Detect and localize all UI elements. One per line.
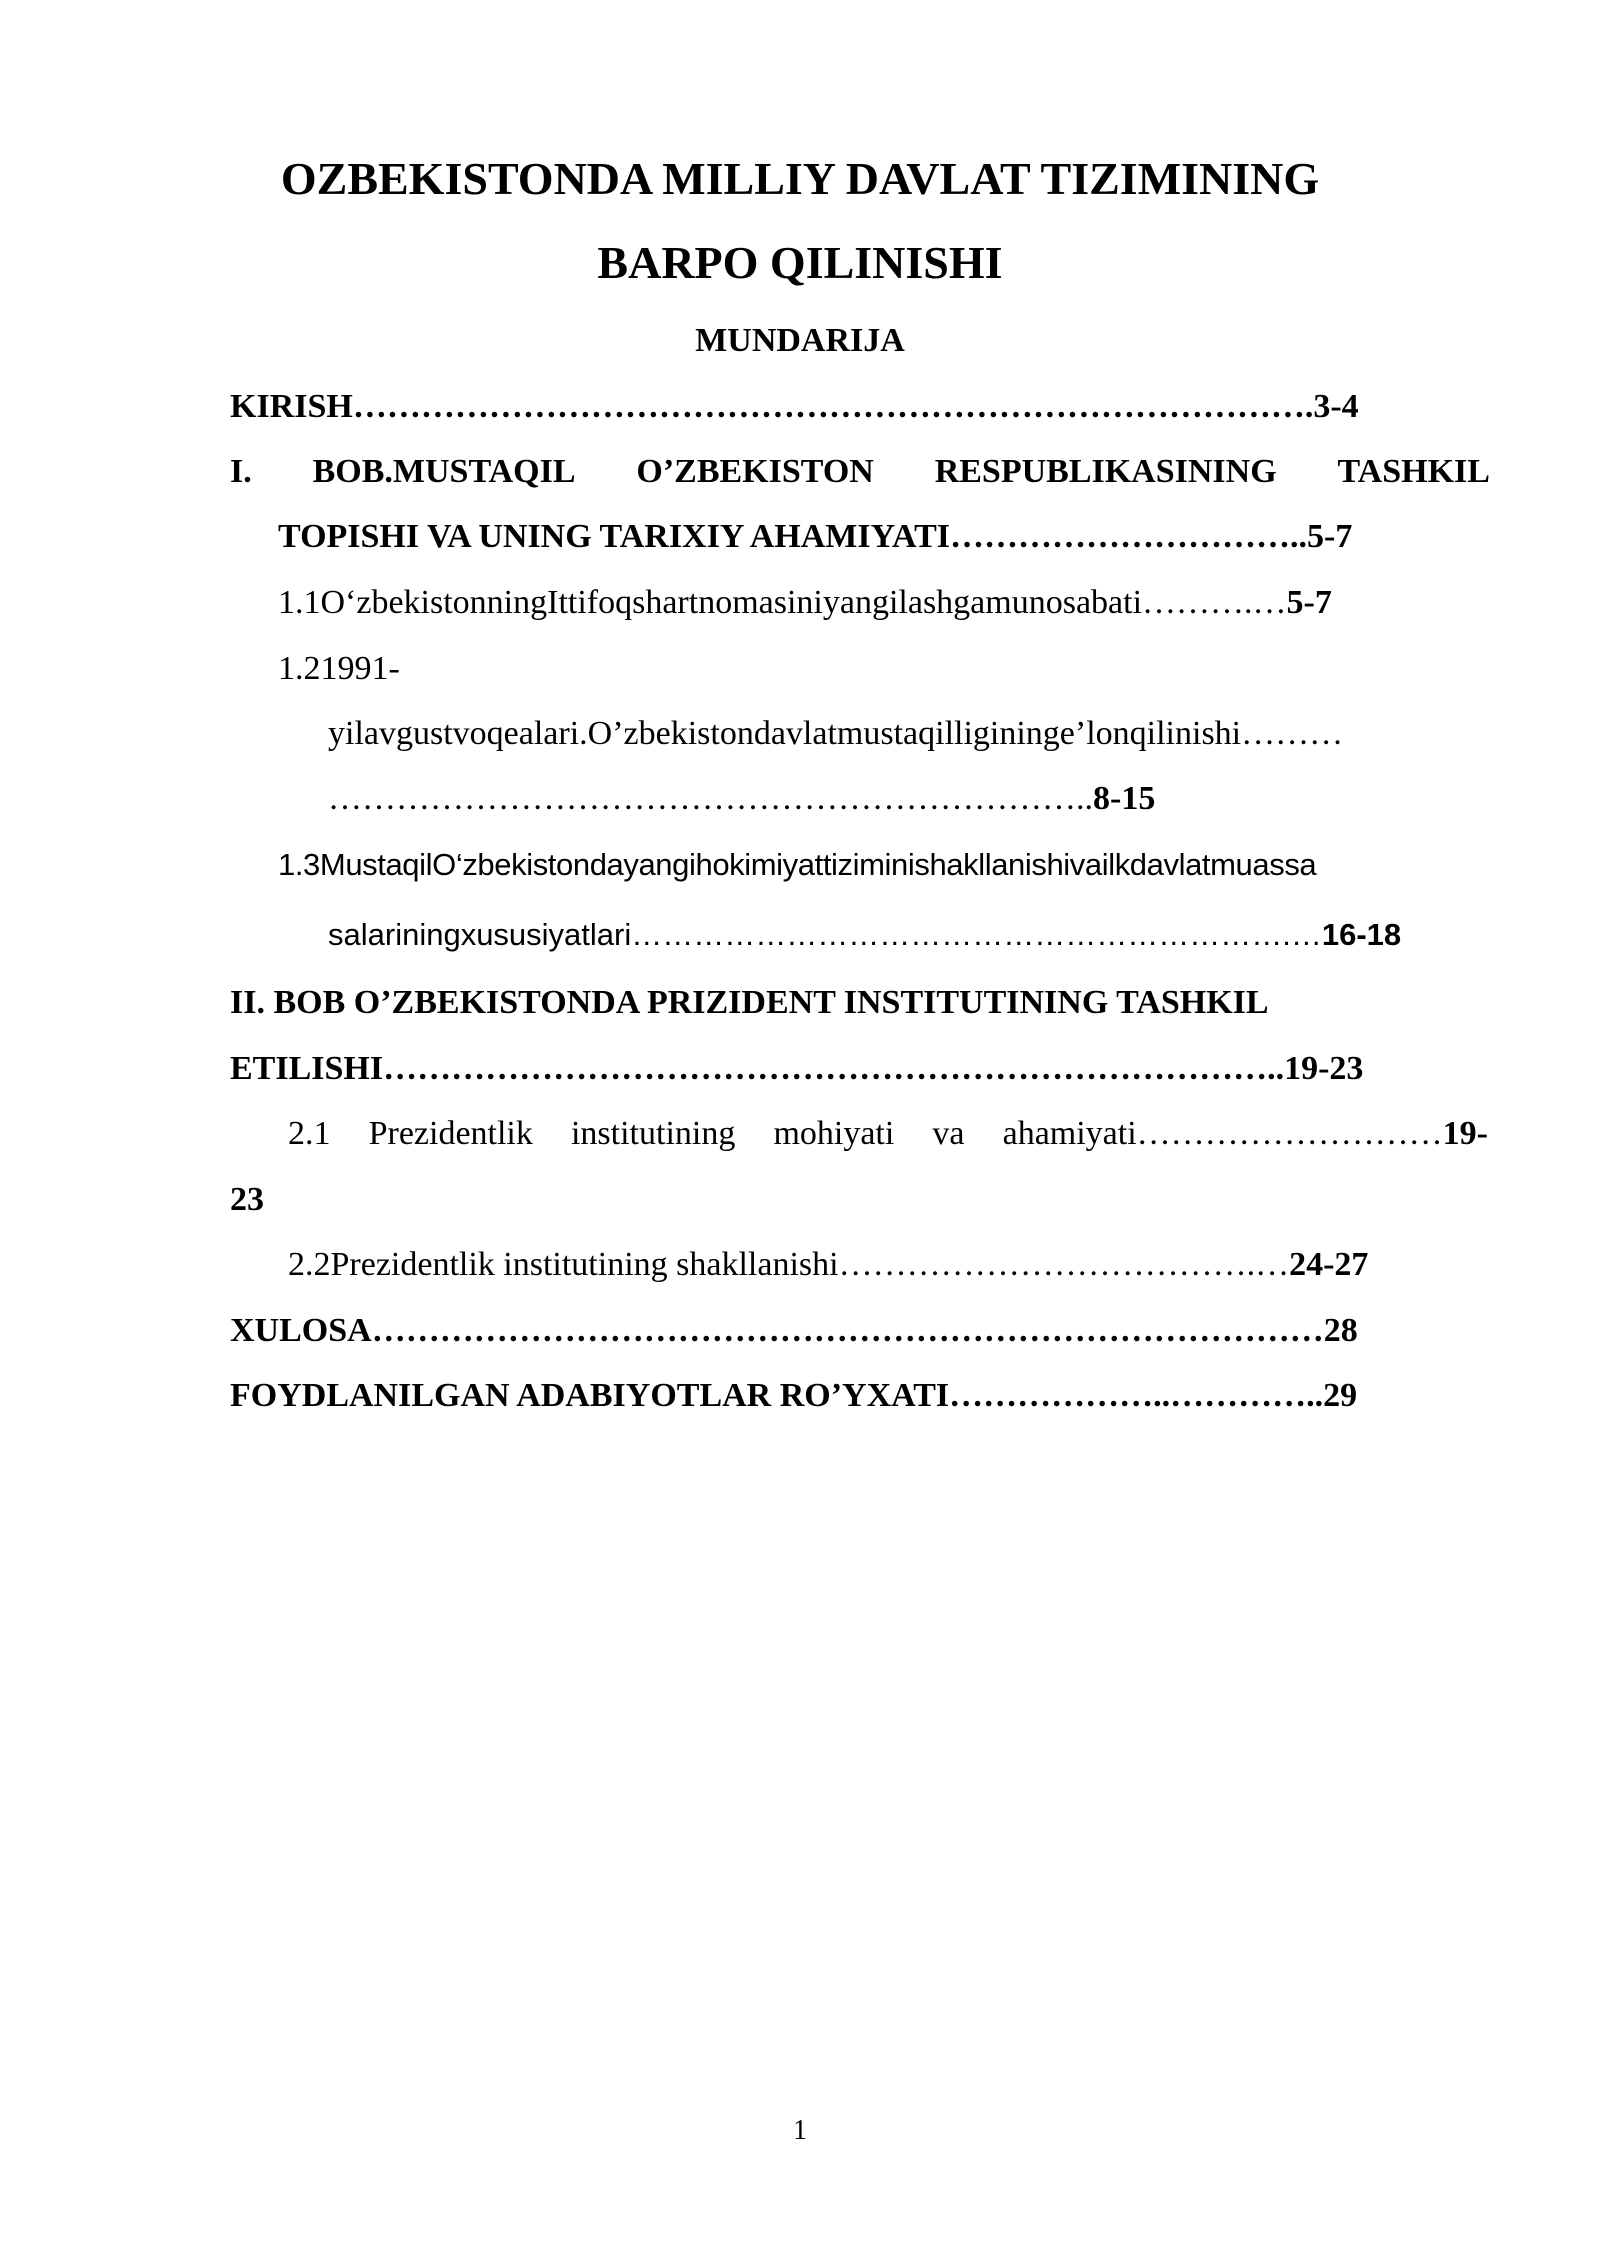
toc-entry-1-2-line2[interactable]: yilavgustvoqealari.O’zbekistondavlatmustaqilligininge’lonqilinishi……… <box>328 715 1344 752</box>
document-title-line-2: BARPO QILINISHI <box>597 237 1003 288</box>
toc-entry-1-3-line1[interactable]: 1.3MustaqilO‘zbekistondayangihokimiyattiziminishakllanishivailkdavlatmuassa <box>278 847 1317 882</box>
toc-word: va <box>932 1115 965 1152</box>
toc-entry-2-1-line2: 23 <box>230 1181 264 1218</box>
toc-entry-text: 1.1O‘zbekistonningIttifoqshartnomasiniyangilashgamunosabati……….… <box>278 584 1287 621</box>
toc-entry-1-3-line2[interactable] <box>328 915 1401 955</box>
toc-heading: MUNDARIJA <box>695 322 905 359</box>
toc-entry-text: TOPISHI VA UNING TARIXIY AHAMIYATI………………………….. <box>278 518 1307 555</box>
toc-entry-text: ETILISHI…………………………………………………………………….. <box>230 1050 1285 1087</box>
toc-word: TASHKIL <box>1337 453 1490 490</box>
toc-word: I. <box>230 453 252 490</box>
toc-entry-text: 2.2Prezidentlik institutining shakllanishi……………………………….… <box>288 1246 1290 1283</box>
toc-word: 2.1 <box>288 1115 331 1152</box>
toc-entry-1-2-line3[interactable] <box>328 779 1155 819</box>
toc-entry-1-1[interactable] <box>278 583 1332 623</box>
toc-word: mohiyati <box>773 1115 895 1152</box>
toc-entry-bob1-line2[interactable] <box>278 517 1352 557</box>
toc-entry-kirish[interactable] <box>230 387 1359 427</box>
toc-entry-bob1-line1[interactable] <box>230 452 1490 492</box>
toc-entry-page: 16-18 <box>1321 917 1402 952</box>
toc-entry-text: FOYDLANILGAN ADABIYOTLAR RO’YXATI………………..………….. <box>230 1377 1324 1414</box>
toc-word: BOB.MUSTAQIL <box>312 453 576 490</box>
toc-entry-xulosa[interactable] <box>230 1311 1358 1351</box>
toc-entry-page: 24-27 <box>1289 1246 1369 1283</box>
toc-entry-2-1-line1[interactable] <box>288 1114 1488 1154</box>
toc-entry-text: XULOSA………………………………………………………………………… <box>230 1312 1324 1349</box>
toc-entry-2-2[interactable] <box>288 1245 1368 1285</box>
toc-word: institutining <box>570 1115 736 1152</box>
toc-entry-page: 5-7 <box>1307 518 1353 555</box>
toc-entry-1-2-line1[interactable]: 1.21991- <box>278 650 400 687</box>
toc-entry-page: 28 <box>1323 1312 1358 1349</box>
toc-entry-text: salariningxususiyatlari……………………………………………………….… <box>328 917 1322 952</box>
toc-entry-bob2-line1[interactable]: II. BOB O’ZBEKISTONDA PRIZIDENT INSTITUTINING TASHKIL <box>230 984 1269 1021</box>
toc-entry-page: 19- <box>1442 1115 1488 1152</box>
toc-entry-page: 5-7 <box>1286 584 1332 621</box>
toc-entry-page: 19-23 <box>1284 1050 1364 1087</box>
toc-entry-bob2-line2[interactable] <box>230 1049 1363 1089</box>
toc-entry-text: KIRISH…………………………………………………………………………. <box>230 388 1314 425</box>
toc-entry-page: 3-4 <box>1313 388 1359 425</box>
toc-word: RESPUBLIKASINING <box>934 453 1277 490</box>
toc-entry-page: 8-15 <box>1093 780 1156 817</box>
toc-entry-text: ………………………………………………………….. <box>328 780 1093 817</box>
toc-word: ahamiyati……………………… <box>1002 1115 1443 1152</box>
toc-entry-adabiyotlar[interactable] <box>230 1376 1357 1416</box>
toc-word: Prezidentlik <box>368 1115 533 1152</box>
toc-entry-page: 29 <box>1323 1377 1358 1414</box>
toc-word: O’ZBEKISTON <box>636 453 874 490</box>
document-title-line-1: OZBEKISTONDA MILLIY DAVLAT TIZIMINING <box>280 153 1320 204</box>
page-number: 1 <box>793 2115 807 2146</box>
